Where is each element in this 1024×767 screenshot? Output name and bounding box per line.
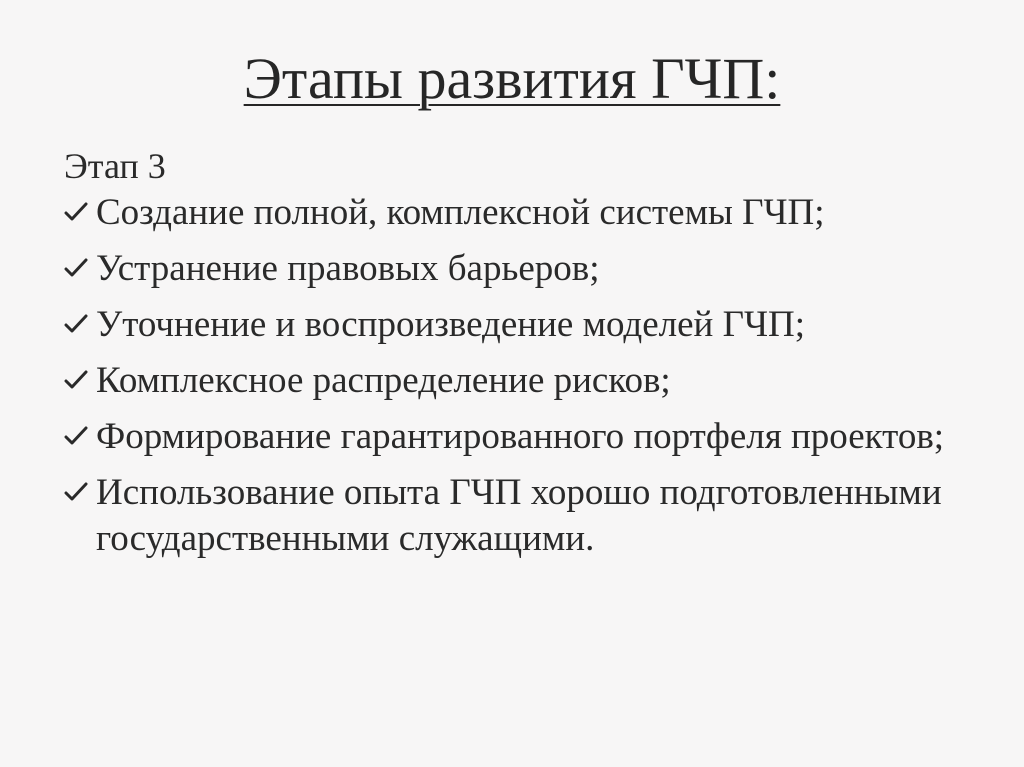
list-item-text: Использование опыта ГЧП хорошо подготовленными государственными служащими. xyxy=(96,472,942,559)
checkmark-icon xyxy=(64,414,96,448)
checkmark-icon xyxy=(64,246,96,280)
list-item xyxy=(64,246,964,292)
list-item-text: Устранение правовых барьеров; xyxy=(96,248,600,289)
checkmark-icon xyxy=(64,358,96,392)
list-item-text: Создание полной, комплексной системы ГЧП; xyxy=(96,192,825,233)
checkmark-icon xyxy=(64,302,96,336)
list-item-text: Уточнение и воспроизведение моделей ГЧП; xyxy=(96,304,806,345)
list-item-text: Формирование гарантированного портфеля проектов; xyxy=(96,416,945,457)
checkmark-icon xyxy=(64,190,96,224)
list-item xyxy=(64,302,964,348)
list-item xyxy=(64,470,964,562)
slide-title-text: Этапы развития ГЧП: xyxy=(243,46,781,111)
list-item-text: Комплексное распределение рисков; xyxy=(96,360,671,401)
slide-title xyxy=(0,44,1024,114)
bullet-list xyxy=(64,190,964,572)
list-item xyxy=(64,414,964,460)
list-item xyxy=(64,358,964,404)
checkmark-icon xyxy=(64,470,96,504)
stage-label: Этап 3 xyxy=(64,146,166,186)
list-item xyxy=(64,190,964,236)
